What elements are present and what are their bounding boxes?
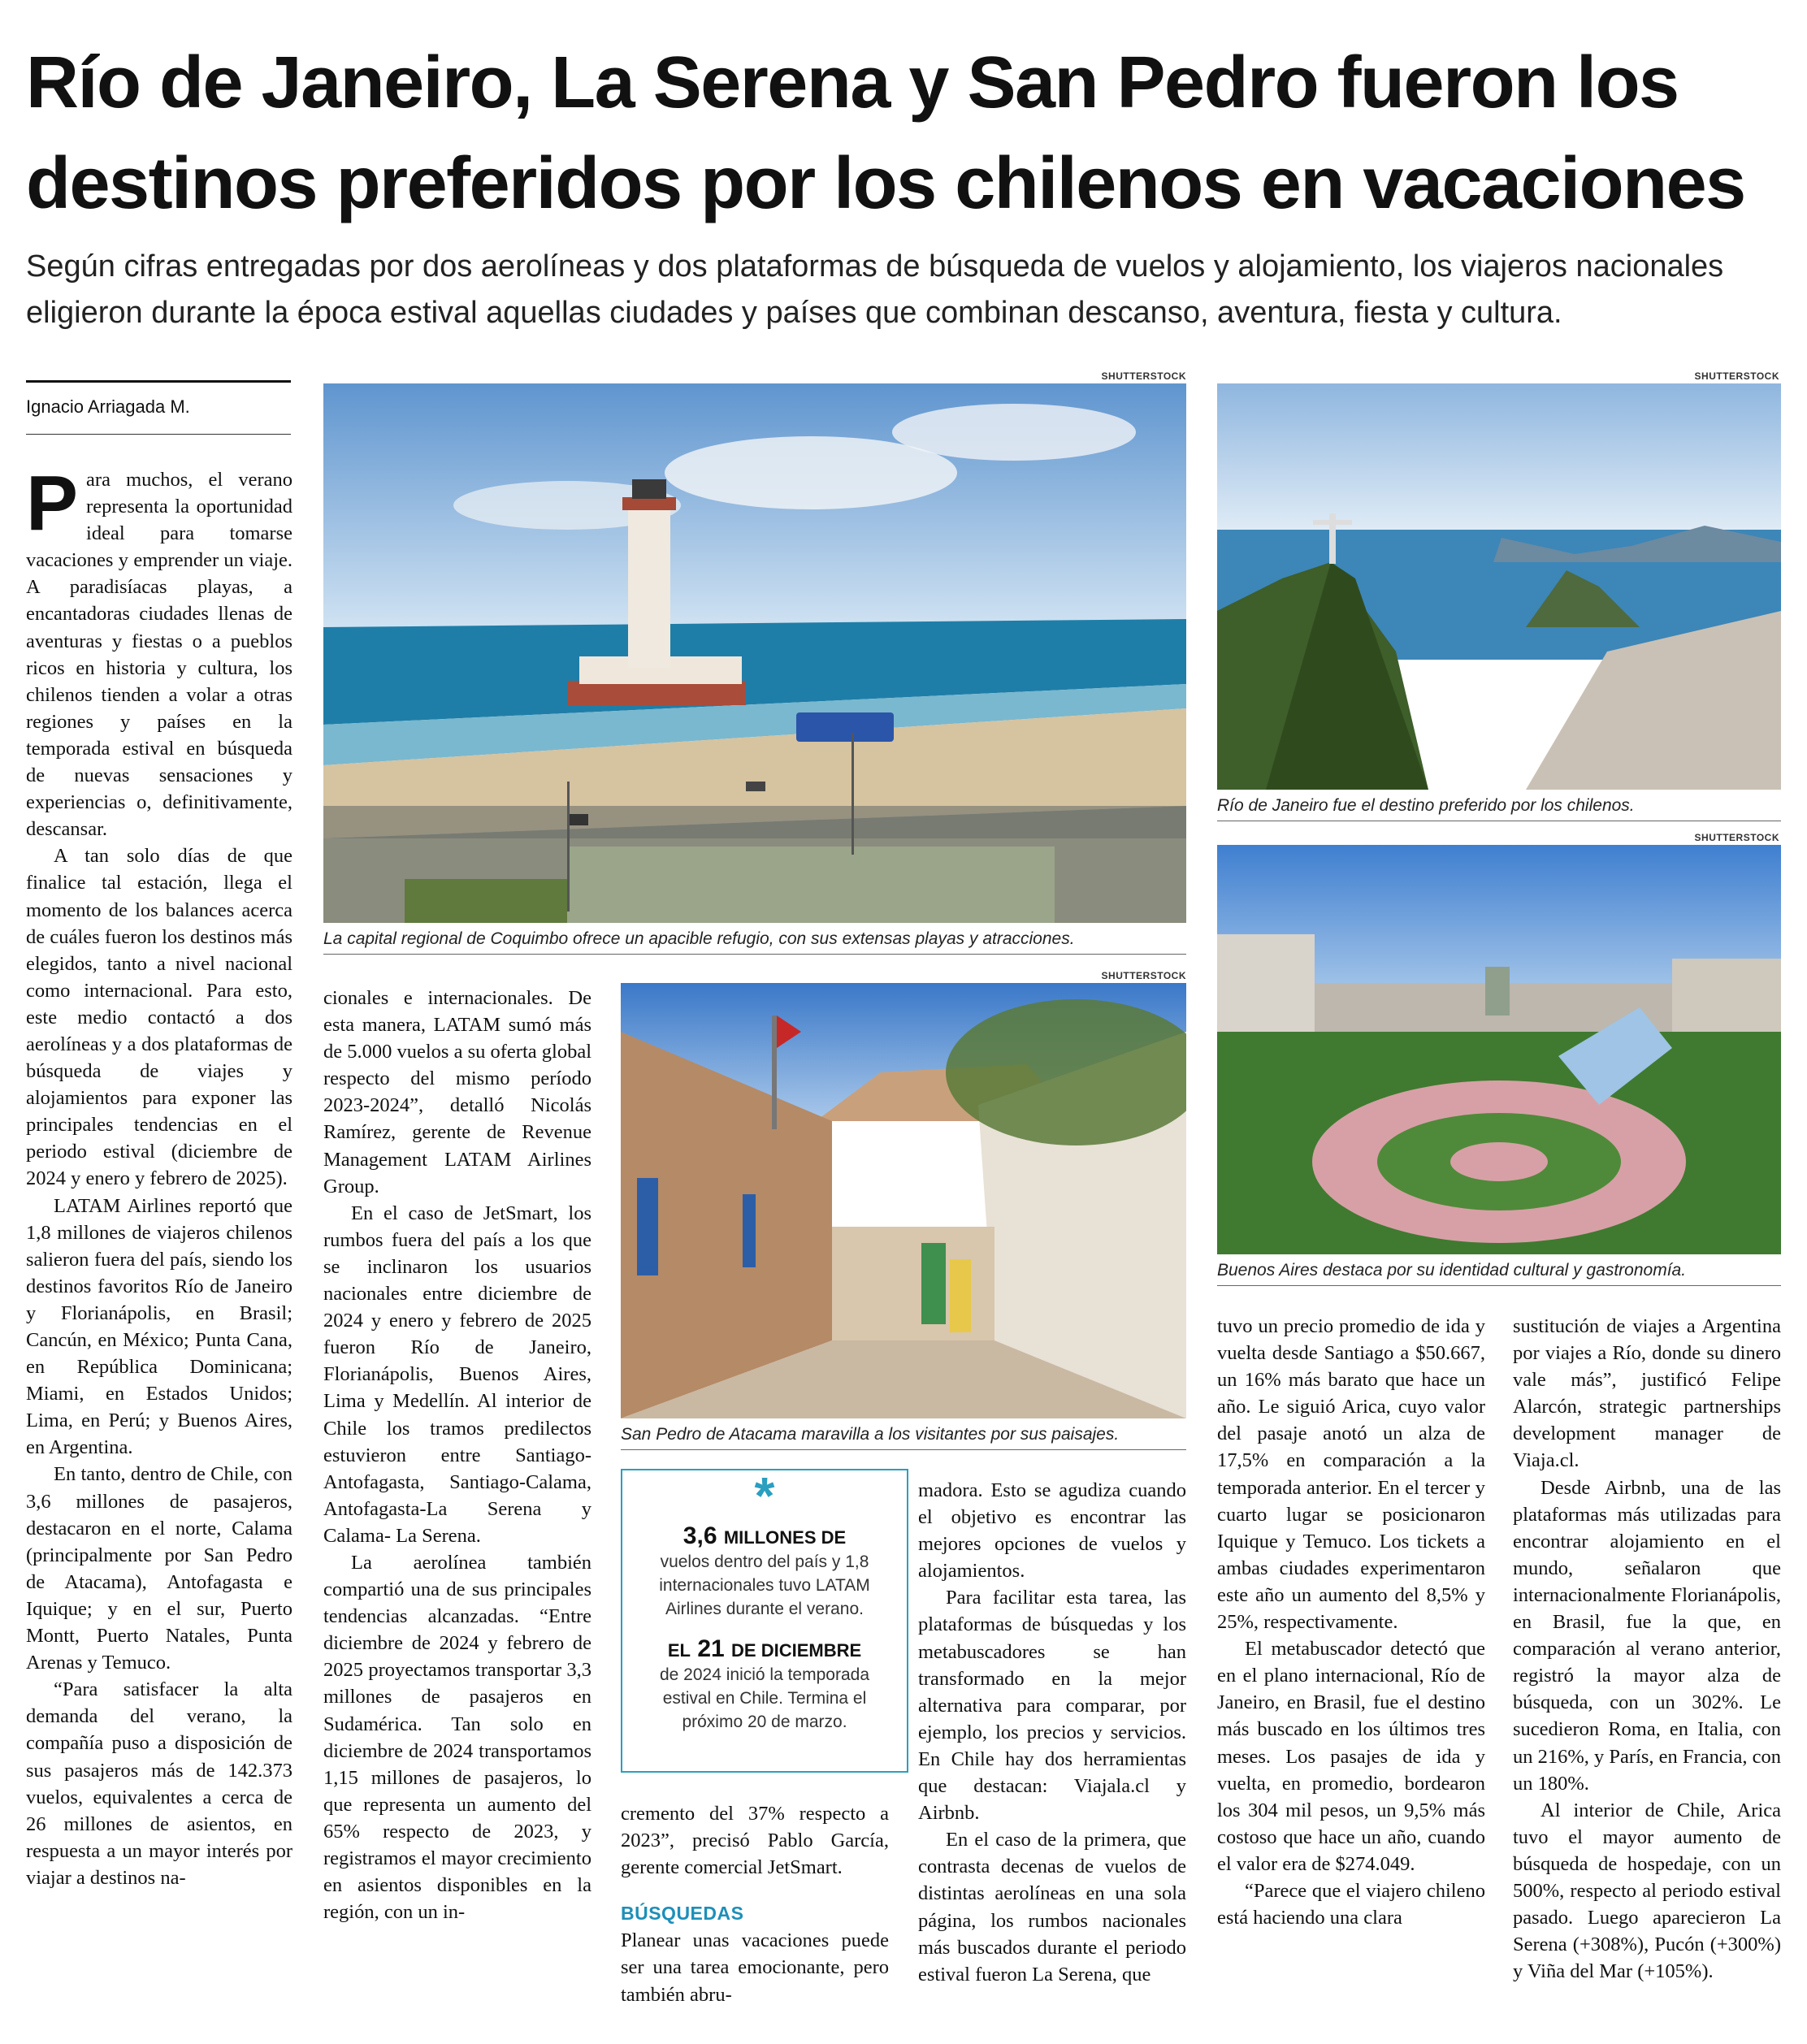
factbox: [621, 1466, 908, 1773]
photo-credit: SHUTTERSTOCK: [1694, 832, 1779, 843]
photo-credit: SHUTTERSTOCK: [1101, 970, 1186, 981]
fact1-headline: 3,6 MILLONES DE: [682, 1522, 847, 1549]
san-pedro-caption: San Pedro de Atacama maravilla a los visitantes por sus paisajes.: [621, 1425, 1120, 1444]
fact2-headline: EL 21 DE DICIEMBRE: [667, 1635, 862, 1662]
col1-paragraph-1: Para muchos, el verano representa la oportunidad ideal para tomarse vacaciones y emprender un viaje. A paradisíacas playas, a encantadoras ciudades llenas de aventuras y fiestas o a pueblos ricos en historia y cultura, los chilenos tienden a volar a otras regiones y países en la temporada estival en búsqueda de nuevas sensaciones y experiencias o, definitivamente, descansar.: [26, 460, 292, 841]
byline: Ignacio Arriagada M.: [26, 396, 190, 417]
col1-paragraph-5: “Para satisfacer la alta demanda del verano, la compañía puso a disposición de sus pasajeros más de 142.373 vuelos, equivalentes a cerca de 26 millones de asientos, en respuesta a un mayor interés por viajar a destinos na-: [26, 1678, 292, 1889]
col2-paragraph-3: La aerolínea también compartió una de sus principales tendencias alcanzadas. “Entre diciembre de 2024 y febrero de 2025 proyectamos transportar 3,3 millones de pasajeros en Sudamérica. Tan solo en diciembre de 2024 transportamos 1,15 millones de pasajeros, lo que representa un aumento del 65% respecto de 2023, y registramos el mayor crecimiento en asientos disponibles en la región, con un in-: [323, 1551, 592, 1924]
rio-de-janeiro-photo: [1217, 383, 1781, 790]
column-2: [323, 985, 592, 1925]
col6-paragraph-2: Desde Airbnb, una de las plataformas más utilizadas para encontrar alojamiento en el mundo, señalaron que internacionalmente Florianápolis, en Brasil, fue la que, en comparación al verano anterior, registró la mayor alza de búsqueda, con un 302%. Le sucedieron Roma, en Italia, con un 216%, y París, en Francia, con un 180%.: [1513, 1476, 1781, 1795]
caption-rule: [621, 1449, 1186, 1450]
photo-credit: SHUTTERSTOCK: [1694, 370, 1779, 382]
col5-paragraph-3: “Parece que el viajero chileno está haciendo una clara: [1217, 1879, 1485, 1929]
fact1-text: vuelos dentro del país y 1,8 internacionales tuvo LATAM Airlines durante el verano.: [659, 1552, 870, 1618]
byline-rule: [26, 380, 291, 383]
caption-rule: [1217, 1285, 1781, 1286]
col4-paragraph-1: madora. Esto se agudiza cuando el objetivo es encontrar las mejores opciones de vuelos y alojamientos.: [918, 1479, 1186, 1583]
drop-cap: P: [26, 460, 79, 547]
col3-paragraph-1: cremento del 37% respecto a 2023”, precisó Pablo García, gerente comercial JetSmart.: [621, 1803, 889, 1879]
deck: Según cifras entregadas por dos aerolíneas y dos plataformas de búsqueda de vuelos y alojamiento, los viajeros nacionales eligieron durante la época estival aquellas ciudades y países que combinan descanso, aventura, fiesta y cultura.: [26, 249, 1724, 330]
buenos-aires-caption: Buenos Aires destaca por su identidad cultural y gastronomía.: [1217, 1261, 1687, 1280]
col6-paragraph-1: sustitución de viajes a Argentina por viajes a Río, donde su dinero vale más”, justificó Felipe Alarcón, strategic partnerships development manager de Viaja.cl.: [1513, 1315, 1781, 1472]
caption-rule: [323, 954, 1186, 955]
asterisk-icon: *: [754, 1466, 775, 1525]
col2-paragraph-2: En el caso de JetSmart, los rumbos fuera del país a los que se inclinaron los usuarios nacionales entre diciembre de 2024 y enero y febrero de 2025 fueron Río de Janeiro, Florianápolis, Buenos Aires, Lima y Medellín. Al interior de Chile los tramos predilectos estuvieron entre Santiago-Antofagasta, Santiago-Calama, Antofagasta-La Serena y Calama- La Serena.: [323, 1202, 592, 1547]
col6-paragraph-3: Al interior de Chile, Arica tuvo el mayor aumento de búsqueda de hospedaje, con un 500%, respecto al periodo estival pasado. Luego aparecieron La Serena (+308%), Pucón (+300%) y Viña del Mar (+105%).: [1513, 1799, 1781, 1983]
col5-paragraph-1: tuvo un precio promedio de ida y vuelta desde Santiago a $50.667, un 16% más barato que hace un año. Le siguió Arica, cuyo valor del pasaje anotó un alza de 17,5% en comparación a la temporada anterior. En el tercer y cuarto lugar se posicionaron Iquique y Temuco. Los tickets a ambas ciudades experimentaron este año un aumento del 8,5% y 25%, respectivamente.: [1217, 1315, 1485, 1634]
column-1: [26, 460, 292, 1891]
coquimbo-photo: [323, 383, 1186, 923]
rio-caption: Río de Janeiro fue el destino preferido por los chilenos.: [1217, 796, 1635, 815]
col1-paragraph-2: A tan solo días de que finalice tal estación, llega el momento de los balances acerca de cuáles fueron los destinos más elegidos, tanto a nivel nacional como internacional. Para esto, este medio contactó a dos aerolíneas y a dos plataformas de búsqueda de viajes y alojamientos para exponer las principales tendencias en el periodo estival (diciembre de 2024 y enero y febrero de 2025).: [26, 845, 292, 1190]
col3-paragraph-2: Planear unas vacaciones puede ser una tarea emocionante, pero también abru-: [621, 1929, 889, 2006]
col1-paragraph-4: En tanto, dentro de Chile, con 3,6 millones de pasajeros, destacaron en el norte, Calama (principalmente por San Pedro de Atacama), Antofagasta e Iquique; y en el sur, Puerto Montt, Puerto Natales, Punta Arenas y Temuco.: [26, 1463, 292, 1674]
headline: Río de Janeiro, La Serena y San Pedro fueron los destinos preferidos por los chilenos en vacaciones: [26, 42, 1745, 224]
san-pedro-photo: [621, 983, 1186, 1418]
byline-divider: [26, 434, 291, 435]
col2-paragraph-1: cionales e internacionales. De esta manera, LATAM sumó más de 5.000 vuelos a su oferta global respecto del mismo período 2023-2024”, detalló Nicolás Ramírez, gerente de Revenue Management LATAM Airlines Group.: [323, 987, 592, 1197]
column-4: [918, 1477, 1186, 1988]
column-5: [1217, 1313, 1485, 1931]
col4-paragraph-3: En el caso de la primera, que contrasta decenas de vuelos de distintas aerolíneas en una sola página, los rumbos nacionales más buscados durante el periodo estival fueron La Serena, que: [918, 1829, 1186, 1986]
photo-credit: SHUTTERSTOCK: [1101, 370, 1186, 382]
fact2-text: de 2024 inició la temporada estival en Chile. Termina el próximo 20 de marzo.: [659, 1665, 869, 1731]
buenos-aires-photo: [1217, 845, 1781, 1254]
column-6: [1513, 1313, 1781, 1985]
col4-paragraph-2: Para facilitar esta tarea, las plataformas de búsquedas y los metabuscadores se han transformado en la mejor alternativa para comparar, por ejemplo, los precios y servicios. En Chile hay dos herramientas que destacan: Viajala.cl y Airbnb.: [918, 1587, 1186, 1825]
column-3: [621, 1800, 889, 2008]
col5-paragraph-2: El metabuscador detectó que en el plano internacional, Río de Janeiro, en Brasil, fue el destino más buscado en los últimos tres meses. Los pasajes de ida y vuelta, en promedio, bordearon los 304 mil pesos, un 9,5% más costoso que hace un año, cuando el valor era de $274.049.: [1217, 1638, 1485, 1875]
subhead-busquedas: BÚSQUEDAS: [621, 1903, 744, 1925]
col1-paragraph-3: LATAM Airlines reportó que 1,8 millones de viajeros chilenos salieron fuera del país, siendo los destinos favoritos Río de Janeiro y Florianápolis, en Brasil; Cancún, en México; Punta Cana, en República Dominicana; Miami, en Estados Unidos; Lima, en Perú; y Buenos Aires, en Argentina.: [26, 1194, 292, 1459]
coquimbo-caption: La capital regional de Coquimbo ofrece un apacible refugio, con sus extensas playas y atracciones.: [323, 929, 1075, 948]
